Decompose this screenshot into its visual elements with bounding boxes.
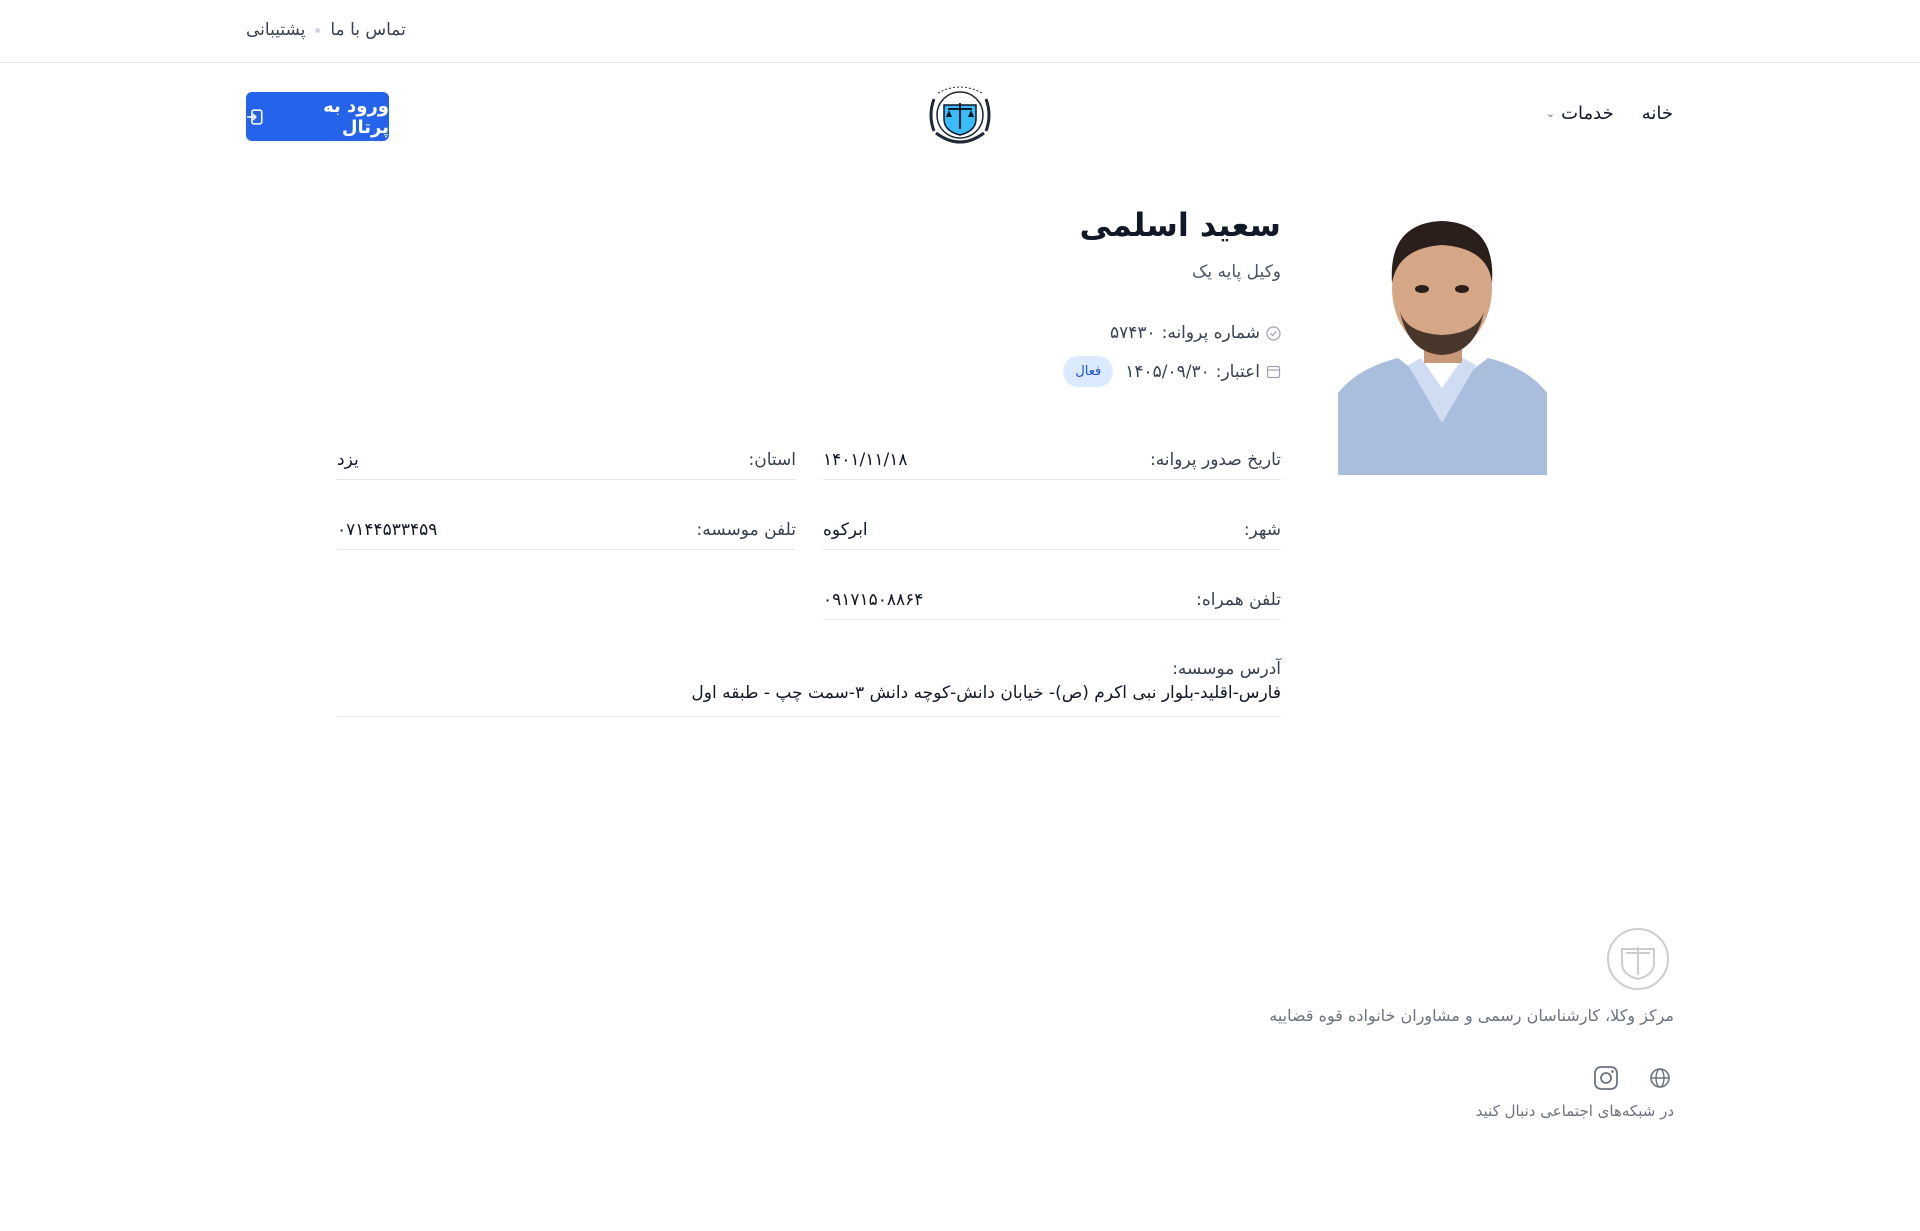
nav-home[interactable]: خانه	[1641, 103, 1673, 124]
office-phone-label: تلفن موسسه:	[696, 519, 796, 540]
top-links	[246, 20, 406, 40]
main-nav	[1546, 103, 1673, 124]
login-icon	[246, 108, 264, 126]
rubika-icon[interactable]	[1646, 1064, 1674, 1092]
mobile-label: تلفن همراه:	[1196, 589, 1281, 610]
separator-dot	[315, 28, 320, 33]
check-circle-icon	[1266, 326, 1281, 341]
issue-date-label: تاریخ صدور پروانه:	[1149, 449, 1281, 470]
contact-link[interactable]: تماس با ما	[330, 20, 406, 40]
address-label: آدرس موسسه:	[1172, 659, 1281, 679]
instagram-icon[interactable]	[1592, 1064, 1620, 1092]
footer-emblem-logo	[1604, 925, 1672, 995]
lawyer-name: سعید اسلمی	[1079, 206, 1281, 244]
main-header	[0, 63, 1920, 168]
nav-services-label: خدمات	[1561, 103, 1614, 124]
field-city	[823, 510, 1281, 550]
license-row	[1110, 323, 1281, 343]
field-issue-date	[823, 440, 1281, 480]
nav-services[interactable]	[1546, 103, 1614, 124]
lawyer-title: وکیل پایه یک	[1192, 262, 1281, 282]
issue-date-value: ۱۴۰۱/۱۱/۱۸	[823, 449, 908, 470]
lawyer-photo	[1338, 193, 1547, 475]
province-label: استان:	[748, 449, 796, 470]
license-label: شماره پروانه:	[1161, 323, 1260, 343]
city-value: ابرکوه	[823, 519, 868, 540]
status-badge: فعال	[1063, 356, 1113, 387]
top-bar	[0, 0, 1920, 63]
city-label: شهر:	[1243, 519, 1281, 540]
field-province	[337, 440, 796, 480]
portal-login-label: ورود به پرتال	[323, 95, 389, 138]
mobile-value[interactable]: ۰۹۱۷۱۵۰۸۸۶۴	[823, 589, 924, 610]
judiciary-emblem-logo[interactable]	[924, 79, 996, 153]
field-office-phone	[337, 510, 796, 550]
province-value: یزد	[337, 449, 359, 470]
social-links	[1592, 1064, 1674, 1092]
validity-row	[1063, 356, 1281, 387]
portal-login-button[interactable]	[246, 92, 389, 141]
support-link[interactable]: پشتیبانی	[246, 20, 306, 40]
calendar-icon	[1266, 364, 1281, 379]
footer-follow-text: در شبکه‌های اجتماعی دنبال کنید	[1475, 1102, 1674, 1120]
field-mobile	[823, 580, 1281, 620]
address-value: فارس-اقلید-بلوار نبی اکرم (ص)- خیابان دانش-کوچه دانش ۳-سمت چپ - طبقه اول	[691, 683, 1281, 703]
office-phone-value[interactable]: ۰۷۱۴۴۵۳۳۴۵۹	[337, 519, 438, 540]
field-address	[337, 655, 1281, 717]
license-number: ۵۷۴۳۰	[1109, 323, 1156, 343]
validity-label: اعتبار:	[1215, 361, 1260, 382]
chevron-down-icon: ⌄	[1545, 107, 1556, 120]
validity-date: ۱۴۰۵/۰۹/۳۰	[1125, 361, 1210, 382]
footer-org-name: مرکز وکلا، کارشناسان رسمی و مشاوران خانواده قوه قضاییه	[1269, 1006, 1674, 1025]
